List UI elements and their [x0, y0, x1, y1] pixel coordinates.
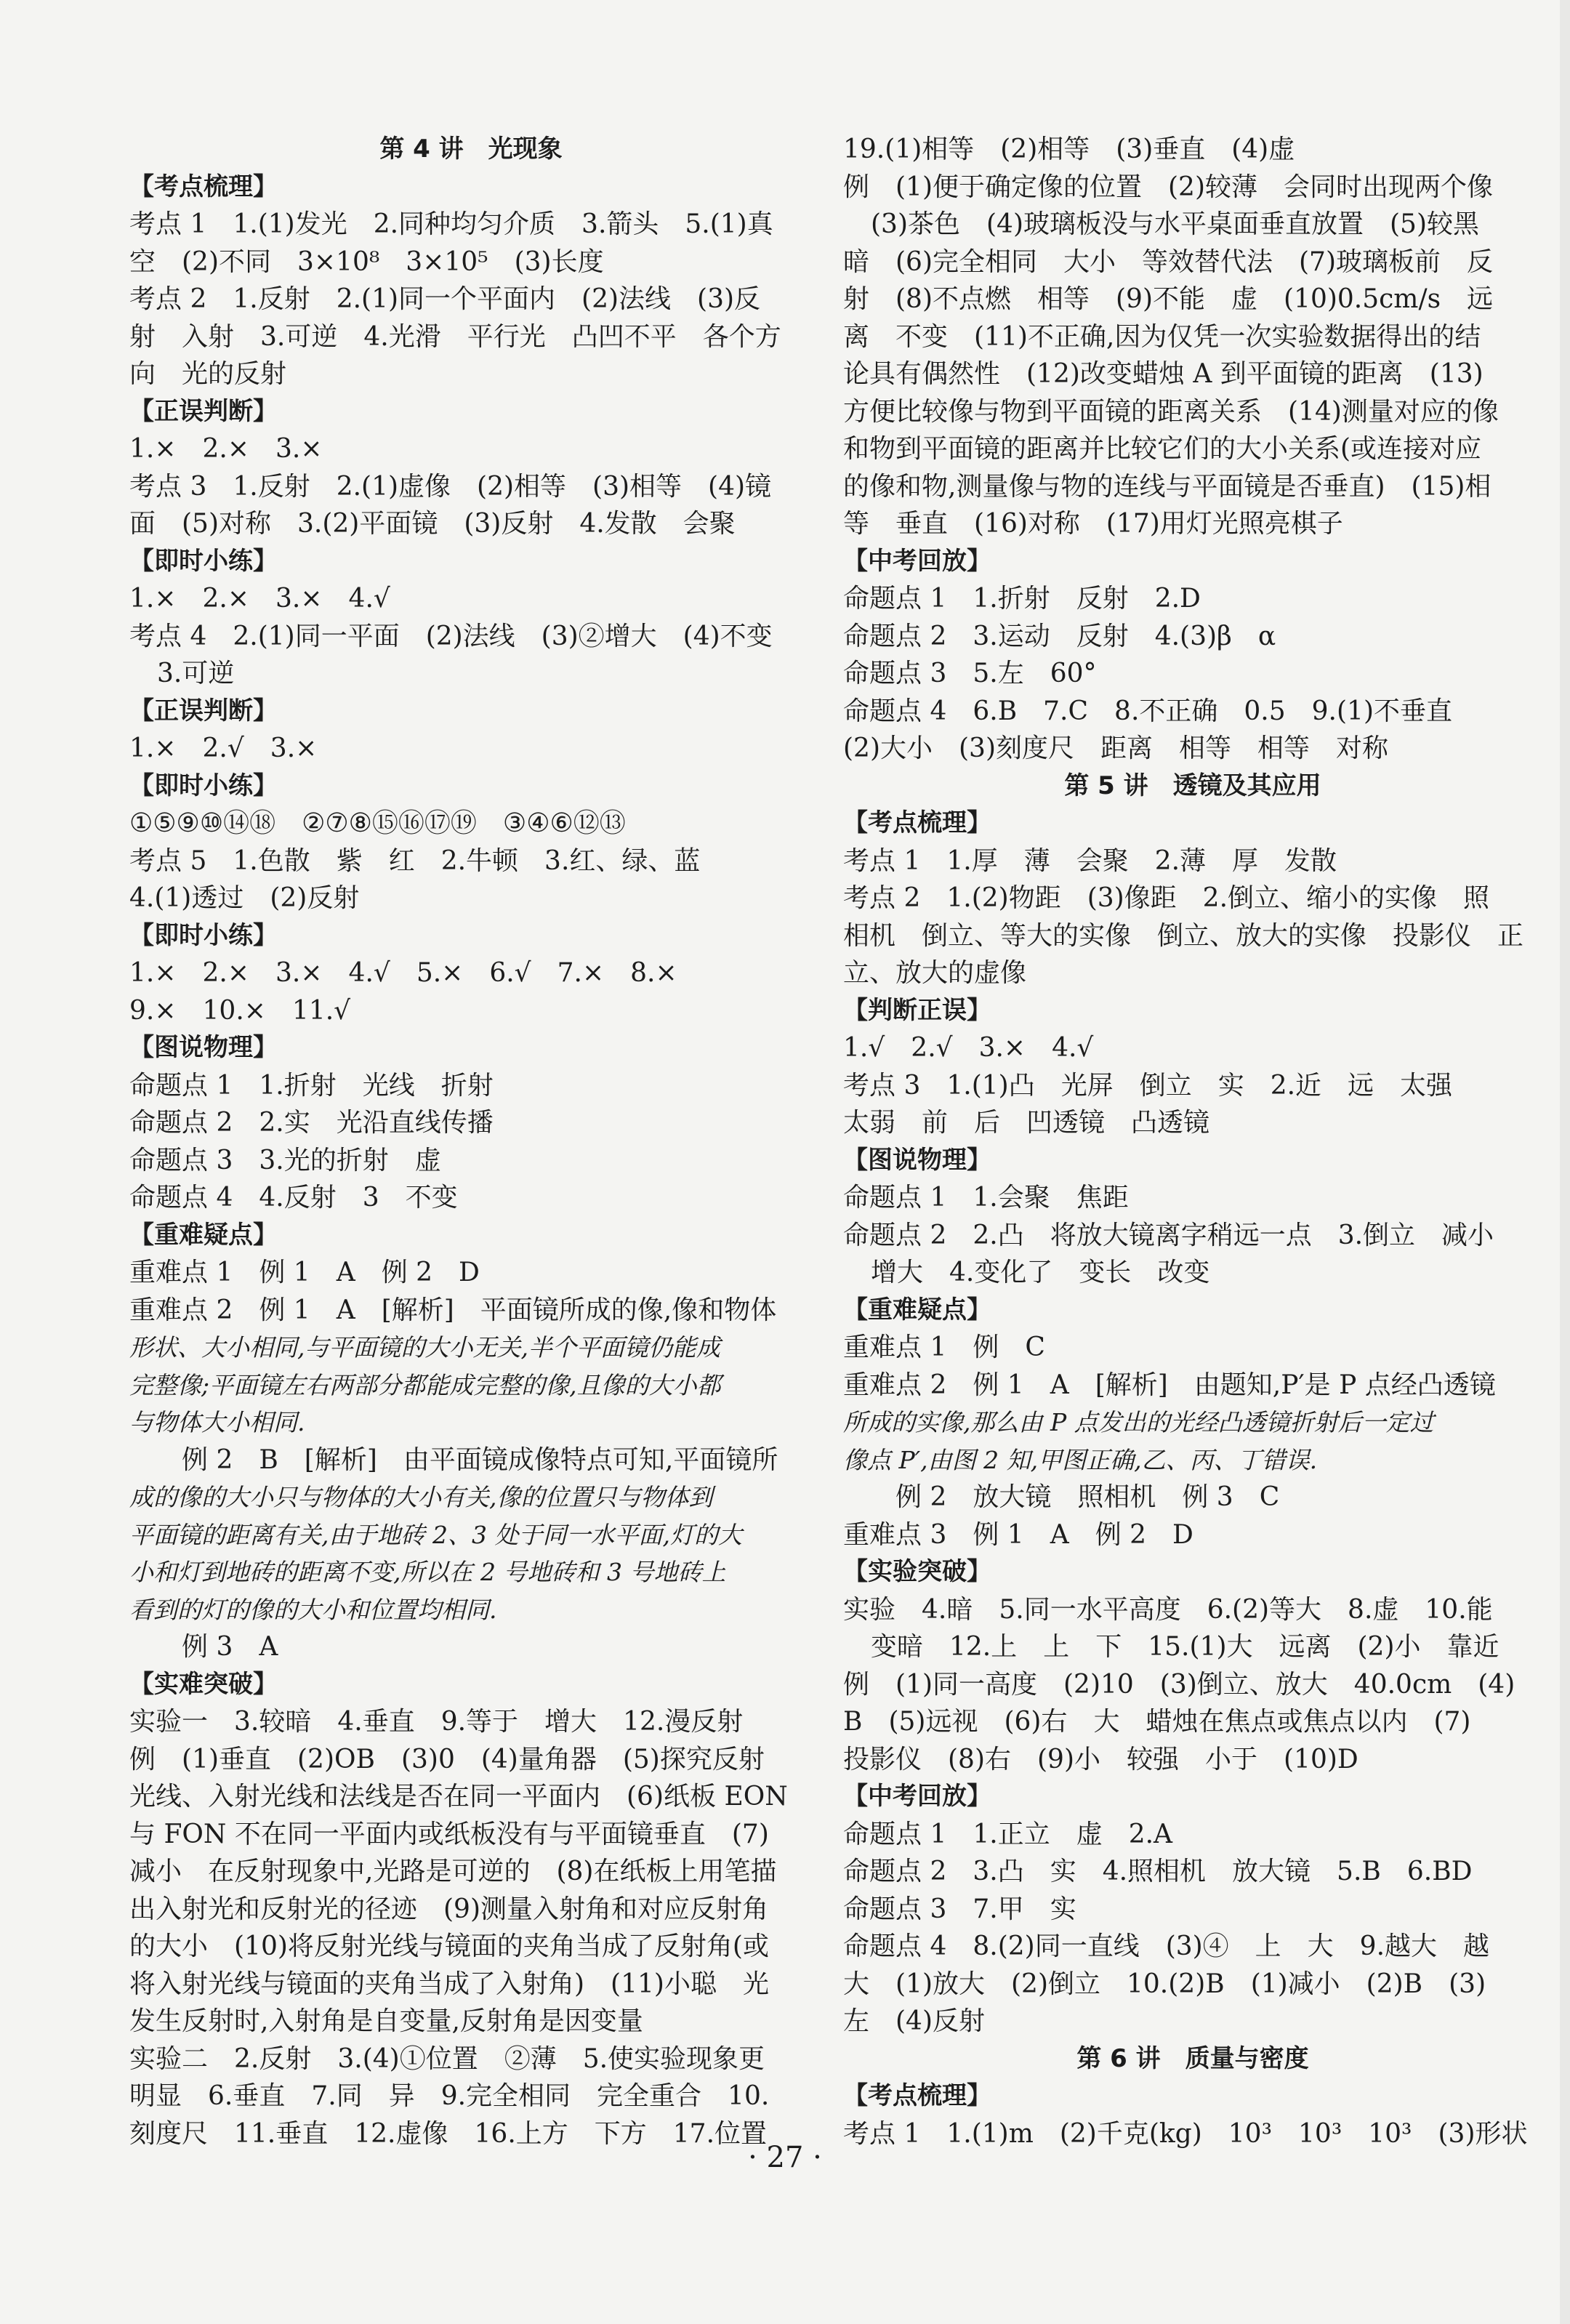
answer-line: 命题点 2 3.凸 实 4.照相机 放大镜 5.B 6.BD [843, 1857, 1473, 1886]
answer-line: 变暗 12.上 上 下 15.(1)大 远离 (2)小 靠近 [871, 1632, 1499, 1662]
answer-line: 命题点 2 3.运动 反射 4.(3)β α [843, 621, 1276, 651]
answer-line: 射 (8)不点燃 相等 (9)不能 虚 (10)0.5cm/s 远 [843, 284, 1494, 314]
answer-line: 命题点 2 2.实 光沿直线传播 [129, 1108, 494, 1138]
answer-line: 1.× 2.× 3.× 4.√ 5.× 6.√ 7.× 8.× [129, 958, 677, 988]
answer-line: 平面镜的距离有关,由于地砖 2、3 处于同一水平面,灯的大 [129, 1520, 742, 1549]
answer-line: 实验一 3.较暗 4.垂直 9.等于 增大 12.漫反射 [129, 1707, 744, 1737]
answer-line: 暗 (6)完全相同 大小 等效替代法 (7)玻璃板前 反 [843, 246, 1493, 277]
answer-line: 1.× 2.√ 3.× [129, 733, 318, 763]
answer-line: 例 (1)便于确定像的位置 (2)较薄 会同时出现两个像 [843, 172, 1493, 202]
answer-line: 4.(1)透过 (2)反射 [129, 883, 360, 913]
section-header: 【中考回放】 [843, 1782, 991, 1811]
answer-line: 命题点 4 6.B 7.C 8.不正确 0.5 9.(1)不垂直 [843, 696, 1452, 726]
page-number: · 27 · [748, 2141, 822, 2174]
answer-line: 1.√ 2.√ 3.× 4.√ [843, 1033, 1094, 1063]
answer-line: 考点 3 1.(1)凸 光屏 倒立 实 2.近 远 太强 [843, 1070, 1453, 1101]
answer-line: 命题点 3 7.甲 实 [843, 1894, 1076, 1924]
section-header: 【重难疑点】 [843, 1295, 991, 1324]
section-header: 【即时小练】 [129, 546, 278, 576]
section-header: 【实难突破】 [129, 1669, 278, 1699]
section-header: 【考点梳理】 [843, 808, 991, 837]
answer-line: 面 (5)对称 3.(2)平面镜 (3)反射 4.发散 会聚 [129, 509, 736, 539]
lecture-title: 第 4 讲 光现象 [379, 134, 563, 164]
answer-line: 考点 1 1.厚 薄 会聚 2.薄 厚 发散 [843, 845, 1337, 876]
answer-line: 立、放大的虚像 [843, 958, 1027, 988]
answer-line: 例 3 A [129, 1632, 278, 1662]
section-header: 【考点梳理】 [843, 2081, 991, 2110]
answer-line: 与物体大小相同. [129, 1408, 305, 1436]
left-column [129, 131, 813, 2152]
answer-line: 的大小 (10)将反射光线与镜面的夹角当成了反射角(或 [129, 1931, 769, 1961]
answer-line: 考点 5 1.色散 紫 红 2.牛顿 3.红、绿、蓝 [129, 845, 701, 876]
answer-line: 看到的灯的像的大小和位置均相同. [129, 1595, 497, 1624]
answer-line: 投影仪 (8)右 (9)小 较强 小于 (10)D [843, 1744, 1358, 1774]
answer-line: B (5)远视 (6)右 大 蜡烛在焦点或焦点以内 (7) [843, 1707, 1471, 1737]
answer-line: 太弱 前 后 凹透镜 凸透镜 [843, 1108, 1210, 1138]
answer-line: 等 垂直 (16)对称 (17)用灯光照亮棋子 [843, 509, 1343, 539]
section-header: 【正误判断】 [129, 696, 278, 725]
answer-line: 重难点 1 例 1 A 例 2 D [129, 1258, 480, 1287]
answer-line: 命题点 1 1.正立 虚 2.A [843, 1819, 1173, 1849]
answer-line: 考点 3 1.反射 2.(1)虚像 (2)相等 (3)相等 (4)镜 [129, 471, 772, 502]
answer-line: 重难点 3 例 1 A 例 2 D [843, 1519, 1193, 1550]
answer-line: 像点 P′,由图 2 知,甲图正确,乙、丙、丁错误. [843, 1445, 1318, 1474]
answer-line: 命题点 4 4.反射 3 不变 [129, 1183, 458, 1213]
answer-line: 命题点 1 1.折射 反射 2.D [843, 584, 1201, 614]
section-header: 【判断正误】 [843, 995, 991, 1025]
answer-line: 刻度尺 11.垂直 12.虚像 16.上方 下方 17.位置 [129, 2118, 768, 2149]
section-header: 【实验突破】 [843, 1557, 991, 1586]
answer-line: 射 入射 3.可逆 4.光滑 平行光 凸凹不平 各个方 [129, 321, 781, 352]
answer-line: 命题点 3 3.光的折射 虚 [129, 1145, 441, 1175]
answer-line: ①⑤⑨⑩⑭⑱ ②⑦⑧⑮⑯⑰⑲ ③④⑥⑫⑬ [129, 808, 626, 838]
answer-line: 光线、入射光线和法线是否在同一平面内 (6)纸板 EON [129, 1782, 788, 1812]
answer-line: 命题点 4 8.(2)同一直线 (3)④ 上 大 9.越大 越 [843, 1931, 1490, 1961]
lecture-title: 第 5 讲 透镜及其应用 [1064, 771, 1321, 800]
section-header: 【考点梳理】 [129, 172, 278, 201]
answer-line: 向 光的反射 [129, 359, 287, 389]
answer-line: 方便比较像与物到平面镜的距离关系 (14)测量对应的像 [843, 396, 1499, 427]
answer-line: 减小 在反射现象中,光路是可逆的 (8)在纸板上用笔描 [129, 1857, 777, 1886]
section-header: 【即时小练】 [129, 771, 278, 800]
answer-line: 明显 6.垂直 7.同 异 9.完全相同 完全重合 10. [129, 2081, 770, 2111]
answer-line: 离 不变 (11)不正确,因为仅凭一次实验数据得出的结 [843, 321, 1481, 352]
answer-line: 发生反射时,入射角是自变量,反射角是因变量 [129, 2006, 643, 2036]
answer-line: 大 (1)放大 (2)倒立 10.(2)B (1)减小 (2)B (3) [843, 1969, 1486, 1999]
answer-line: (2)大小 (3)刻度尺 距离 相等 相等 对称 [843, 733, 1388, 763]
answer-line: 与 FON 不在同一平面内或纸板没有与平面镜垂直 (7) [129, 1819, 769, 1849]
section-header: 【重难疑点】 [129, 1220, 278, 1250]
answer-line: 将入射光线与镜面的夹角当成了入射角) (11)小聪 光 [129, 1969, 769, 1999]
answer-line: 命题点 2 2.凸 将放大镜离字稍远一点 3.倒立 减小 [843, 1220, 1494, 1250]
answer-line: 1.× 2.× 3.× [129, 434, 323, 464]
answer-line: 出入射光和反射光的径迹 (9)测量入射角和对应反射角 [129, 1894, 768, 1924]
page-edge [1560, 0, 1570, 2324]
answer-line: 重难点 2 例 1 A [解析] 由题知,P′是 P 点经凸透镜 [843, 1370, 1496, 1400]
answer-line: 例 2 B [解析] 由平面镜成像特点可知,平面镜所 [129, 1444, 778, 1475]
answer-line: 实验二 2.反射 3.(4)①位置 ②薄 5.使实验现象更 [129, 2043, 765, 2074]
section-header: 【中考回放】 [843, 546, 991, 576]
answer-line: 考点 2 1.(2)物距 (3)像距 2.倒立、缩小的实像 照 [843, 883, 1490, 913]
answer-line: 例 (1)垂直 (2)OB (3)0 (4)量角器 (5)探究反射 [129, 1744, 765, 1774]
lecture-title: 第 6 讲 质量与密度 [1076, 2043, 1309, 2073]
answer-line: 考点 4 2.(1)同一平面 (2)法线 (3)②增大 (4)不变 [129, 621, 773, 651]
answer-line: 完整像;平面镜左右两部分都能成完整的像,且像的大小都 [129, 1370, 721, 1399]
answer-line: 3.可逆 [157, 659, 235, 688]
answer-line: 命题点 1 1.会聚 焦距 [843, 1183, 1129, 1213]
answer-line: 考点 2 1.反射 2.(1)同一个平面内 (2)法线 (3)反 [129, 284, 761, 314]
section-header: 【图说物理】 [843, 1145, 991, 1175]
answer-line: 例 2 放大镜 照相机 例 3 C [843, 1482, 1280, 1512]
answer-line: 9.× 10.× 11.√ [129, 995, 351, 1026]
answer-line: 所成的实像,那么由 P 点发出的光经凸透镜折射后一定过 [843, 1408, 1434, 1436]
answer-line: 考点 1 1.(1)发光 2.同种均匀介质 3.箭头 5.(1)真 [129, 209, 773, 239]
answer-line: 形状、大小相同,与平面镜的大小无关,半个平面镜仍能成 [129, 1333, 720, 1362]
answer-line: 增大 4.变化了 变长 改变 [871, 1258, 1210, 1287]
answer-line: 小和灯到地砖的距离不变,所以在 2 号地砖和 3 号地砖上 [129, 1558, 726, 1586]
answer-line: 和物到平面镜的距离并比较它们的大小关系(或连接对应 [843, 434, 1482, 464]
answer-line: 1.× 2.× 3.× 4.√ [129, 584, 390, 614]
answer-line: 19.(1)相等 (2)相等 (3)垂直 (4)虚 [843, 134, 1295, 164]
answer-line: 例 (1)同一高度 (2)10 (3)倒立、放大 40.0cm (4) [843, 1669, 1515, 1700]
answer-line: 考点 1 1.(1)m (2)千克(kg) 10³ 10³ 10³ (3)形状 [843, 2118, 1528, 2149]
answer-line: 命题点 3 5.左 60° [843, 659, 1097, 688]
answer-line: 命题点 1 1.折射 光线 折射 [129, 1070, 494, 1101]
right-column [843, 131, 1542, 2152]
section-header: 【即时小练】 [129, 920, 278, 950]
answer-line: 重难点 1 例 C [843, 1332, 1045, 1362]
answer-line: 左 (4)反射 [843, 2006, 985, 2036]
answer-line: 成的像的大小只与物体的大小有关,像的位置只与物体到 [129, 1483, 713, 1511]
answer-line: 论具有偶然性 (12)改变蜡烛 A 到平面镜的距离 (13) [843, 359, 1484, 389]
answer-line: 空 (2)不同 3×10⁸ 3×10⁵ (3)长度 [129, 246, 604, 277]
answer-line: 相机 倒立、等大的实像 倒立、放大的实像 投影仪 正 [843, 920, 1524, 951]
answer-line: 重难点 2 例 1 A [解析] 平面镜所成的像,像和物体 [129, 1295, 777, 1325]
answer-line: (3)茶色 (4)玻璃板没与水平桌面垂直放置 (5)较黑 [871, 209, 1479, 239]
section-header: 【图说物理】 [129, 1033, 278, 1062]
answer-line: 实验 4.暗 5.同一水平高度 6.(2)等大 8.虚 10.能 [843, 1594, 1493, 1625]
answer-line: 的像和物,测量像与物的连线与平面镜是否垂直) (15)相 [843, 471, 1492, 502]
section-header: 【正误判断】 [129, 396, 278, 426]
